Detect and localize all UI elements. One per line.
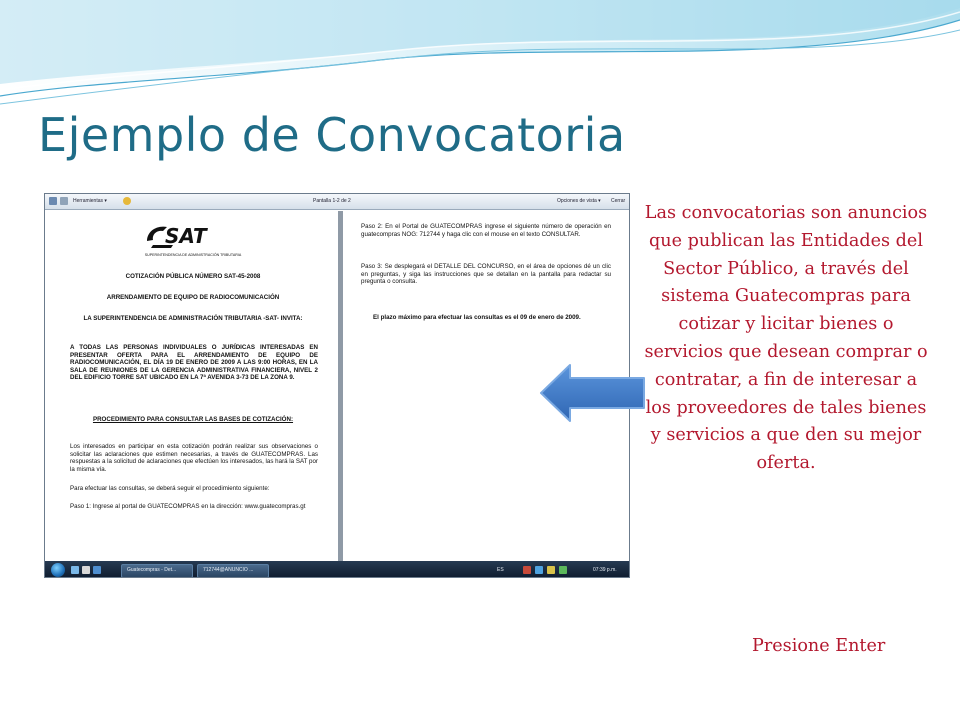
doc-heading-cotizacion: COTIZACIÓN PÚBLICA NÚMERO SAT-45-2008 bbox=[125, 273, 261, 280]
header-waves-decoration bbox=[0, 0, 960, 110]
doc-paragraph-2: Para efectuar las consultas, se deberá seguir el procedimiento siguiente: bbox=[70, 485, 270, 492]
left-arrow-icon bbox=[538, 362, 650, 424]
sat-logo-subtitle: SUPERINTENDENCIA DE ADMINISTRACIÓN TRIBUTARIA bbox=[144, 253, 242, 257]
language-indicator[interactable]: ES bbox=[497, 567, 504, 573]
windows-taskbar bbox=[45, 561, 629, 578]
tray-icon[interactable] bbox=[547, 566, 555, 574]
doc-invitation-text: A TODAS LAS PERSONAS INDIVIDUALES O JURÍDICAS INTERESADAS EN PRESENTAR OFERTA PARA EL ARRENDAMIENTO DE EQUIPO DE RADIOCOMUNICACIÓN, EL DÍA 19 DE ENERO DE 2009 A LAS 9:00 HORAS, EN LA SALA DE REUNIONES DE LA GERENCIA ADMINISTRATIVA FINANCIERA, NIVEL 2 DEL EDIFICIO TORRE SAT UBICADO EN LA 7ª AVENIDA 3-73 DE LA ZONA 9. bbox=[70, 344, 318, 382]
document-page-1 bbox=[48, 211, 338, 561]
press-enter-prompt[interactable]: Presione Enter bbox=[752, 636, 886, 656]
herramientas-menu[interactable]: Herramientas ▾ bbox=[73, 198, 107, 204]
doc-paragraph-1: Los interesados en participar en esta cotización podrán realizar sus observaciones o solicitar las aclaraciones que estimen necesarias, a través de GUATECOMPRAS. Las respuestas a la solicitud de aclaraciones que efectúen los interesados, las hará la SAT por la misma vía. bbox=[70, 443, 318, 473]
doc-heading-sat-invita: LA SUPERINTENDENCIA DE ADMINISTRACIÓN TRIBUTARIA -SAT- INVITA: bbox=[83, 315, 303, 322]
quicklaunch-icon[interactable] bbox=[82, 566, 90, 574]
tray-icon[interactable] bbox=[523, 566, 531, 574]
taskbar-item-anuncio-label: 712744@ANUNCIO ... bbox=[203, 567, 254, 573]
taskbar-clock: 07:39 p.m. bbox=[593, 567, 617, 573]
sat-logo-icon bbox=[143, 219, 243, 251]
pantalla-indicator[interactable]: Pantalla 1-2 de 2 bbox=[313, 198, 351, 204]
save-icon[interactable] bbox=[49, 197, 57, 205]
doc-step-3: Paso 3: Se desplegará el DETALLE DEL CONCURSO, en el área de opciones dé un clic en preguntas, y siga las instrucciones que se detallan en la pantalla para redactar su pregunta o consulta. bbox=[361, 263, 611, 286]
doc-step-1: Paso 1: Ingrese al portal de GUATECOMPRAS en la dirección: www.guatecompras.gt bbox=[70, 503, 306, 510]
start-button-icon[interactable] bbox=[51, 563, 65, 577]
doc-procedure-heading: PROCEDIMIENTO PARA CONSULTAR LAS BASES DE COTIZACIÓN: bbox=[92, 416, 294, 423]
doc-deadline: El plazo máximo para efectuar las consultas es el 09 de enero de 2009. bbox=[373, 314, 581, 321]
doc-heading-arrendamiento: ARRENDAMIENTO DE EQUIPO DE RADIOCOMUNICACIÓN bbox=[106, 294, 280, 301]
doc-step-2: Paso 2: En el Portal de GUATECOMPRAS ingrese el siguiente número de operación en guatecompras NOG: 712744 y haga clic con el mouse en el texto CONSULTAR. bbox=[361, 223, 611, 238]
sat-logo-text: SAT bbox=[165, 224, 207, 248]
print-icon[interactable] bbox=[60, 197, 68, 205]
quicklaunch-icon[interactable] bbox=[93, 566, 101, 574]
taskbar-item-guatecompras-label: Guatecompras - Det... bbox=[127, 567, 177, 573]
tray-icon[interactable] bbox=[559, 566, 567, 574]
viewer-toolbar bbox=[45, 194, 629, 210]
tray-icon[interactable] bbox=[535, 566, 543, 574]
slide-title: Ejemplo de Convocatoria bbox=[38, 108, 626, 162]
opciones-vista-menu[interactable]: Opciones de vista ▾ bbox=[557, 198, 601, 204]
help-icon[interactable] bbox=[123, 197, 131, 205]
quicklaunch-icon[interactable] bbox=[71, 566, 79, 574]
slide-description: Las convocatorias son anuncios que publican las Entidades del Sector Público, a través del sistema Guatecompras para cotizar y licitar bienes o servicios que desean comprar o contratar, a fin de interesar a los proveedores de tales bienes y servicios a que den su mejor oferta. bbox=[644, 203, 928, 474]
cerrar-button[interactable]: Cerrar bbox=[611, 198, 626, 204]
